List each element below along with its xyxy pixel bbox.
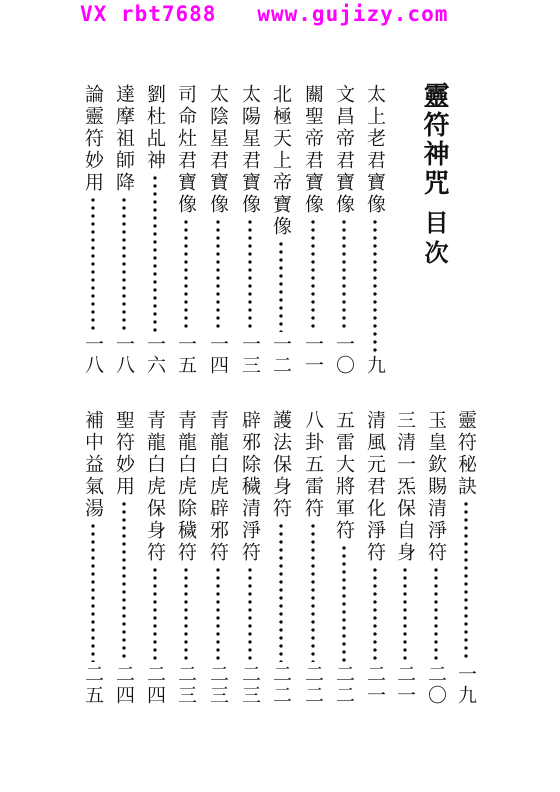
toc-entry[interactable] [173,84,199,376]
toc-entry[interactable] [423,410,449,706]
leader-dots [331,218,357,332]
leader-dots [142,174,168,332]
leader-dots [205,566,231,662]
toc-entry-page: 二一 [364,664,386,706]
leader-dots [111,196,137,332]
toc-entry-page: 二二 [333,664,355,706]
toc-entry[interactable] [237,84,263,376]
toc-entry[interactable] [392,410,418,706]
toc-entry-title: 聖符妙用 [113,410,135,498]
toc-entry-page: 一八 [113,334,135,376]
toc-entry[interactable] [205,410,231,706]
toc-entry[interactable] [300,410,326,706]
leader-dots [237,218,263,332]
toc-entry-page: 二三 [207,664,229,706]
toc-entry[interactable] [80,84,106,376]
leader-dots [268,522,294,662]
toc-entry-page: 一二 [270,334,292,376]
toc-entry-title: 清風元君化淨符 [364,410,386,564]
toc-heading: 目次 [420,210,449,270]
toc-entry-page: 二五 [82,664,104,706]
toc-entry[interactable] [268,410,294,706]
toc-entry-page: 二二 [270,664,292,706]
toc-entry-title: 關聖帝君寶像 [302,84,324,216]
leader-dots [80,522,106,662]
toc-entry-page: 一〇 [333,334,355,376]
toc-entry-page: 二四 [113,664,135,706]
toc-entry-title: 劉杜乩神 [144,84,166,172]
toc-entry-title: 太陰星君寶像 [207,84,229,216]
toc-entry-title: 青龍白虎辟邪符 [207,410,229,564]
toc-entry-page: 二二 [302,664,324,706]
watermark-text: VX rbt7688 www.gujizy.com [80,2,449,26]
toc-entry-title: 靈符秘訣 [455,410,477,498]
toc-entry[interactable] [268,84,294,376]
leader-dots [268,240,294,332]
toc-entry-page: 二〇 [425,664,447,706]
toc-entry-page: 二三 [239,664,261,706]
toc-entry-page: 一三 [239,334,261,376]
toc-entry-title: 辟邪除穢清淨符 [239,410,261,564]
leader-dots [173,218,199,332]
book-title: 靈符神咒 [419,82,449,198]
toc-entry-page: 二四 [144,664,166,706]
toc-entry[interactable] [453,410,479,706]
toc-entry-title: 太陽星君寶像 [239,84,261,216]
leader-dots [142,566,168,662]
toc-entry-title: 玉皇欽賜清淨符 [425,410,447,564]
toc-entry[interactable] [362,410,388,706]
toc-entry-title: 論靈符妙用 [82,84,104,194]
toc-entry[interactable] [80,410,106,706]
leader-dots [331,544,357,662]
toc-entry-page: 九 [364,355,386,376]
toc-entry-page: 一六 [144,334,166,376]
toc-entry-page: 一五 [175,334,197,376]
toc-entry-page: 二一 [394,664,416,706]
toc-entry-title: 文昌帝君寶像 [333,84,355,216]
toc-entry-page: 一九 [455,664,477,706]
toc-entry-title: 三清一炁保自身 [394,410,416,564]
leader-dots [392,566,418,662]
toc-entry-title: 青龍白虎除穢符 [175,410,197,564]
toc-entry[interactable] [111,410,137,706]
leader-dots [423,566,449,662]
leader-dots [300,218,326,332]
toc-entry-title: 五雷大將軍符 [333,410,355,542]
toc-entry[interactable] [237,410,263,706]
toc-entry-title: 青龍白虎保身符 [144,410,166,564]
leader-dots [362,566,388,662]
toc-entry-title: 太上老君寶像 [364,84,386,216]
toc-entry-title: 北極天上帝寶像 [270,84,292,238]
toc-entry[interactable] [300,84,326,376]
toc-entry[interactable] [331,410,357,706]
toc-entry[interactable] [142,410,168,706]
toc-entry[interactable] [142,84,168,376]
toc-entry[interactable] [173,410,199,706]
toc-entry-title: 護法保身符 [270,410,292,520]
leader-dots [111,500,137,662]
toc-entry-title: 司命灶君寶像 [175,84,197,216]
toc-entry[interactable] [362,84,388,376]
leader-dots [300,522,326,662]
toc-entry[interactable] [331,84,357,376]
toc-entry[interactable] [205,84,231,376]
leader-dots [80,196,106,332]
leader-dots [362,218,388,353]
leader-dots [173,566,199,662]
leader-dots [453,500,479,662]
toc-entry-page: 二三 [175,664,197,706]
toc-entry-title: 補中益氣湯 [82,410,104,520]
leader-dots [237,566,263,662]
toc-entry-title: 達摩祖師降 [113,84,135,194]
leader-dots [205,218,231,332]
toc-entry-page: 一八 [82,334,104,376]
toc-entry-title: 八卦五雷符 [302,410,324,520]
toc-entry-page: 一四 [207,334,229,376]
toc-entry-page: 一一 [302,334,324,376]
toc-entry[interactable] [111,84,137,376]
